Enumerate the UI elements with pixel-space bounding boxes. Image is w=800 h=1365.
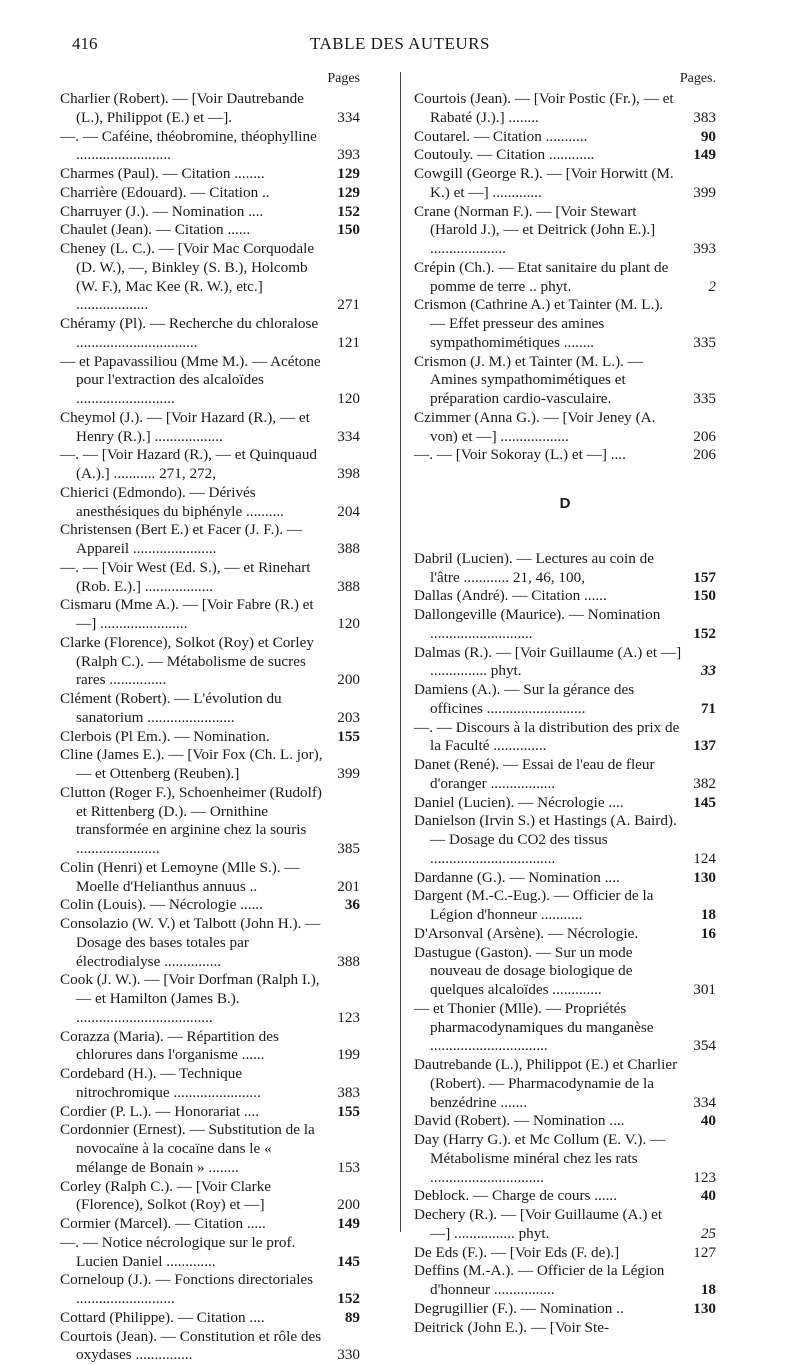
- entry-text: Crépin (Ch.). — Etat sanitaire du plant de pomme de terre .. phyt.: [414, 259, 668, 295]
- entry-text: Dabril (Lucien). — Lectures au coin de l'âtre ............ 21, 46, 100,: [414, 550, 654, 586]
- entry-text: Dallongeville (Maurice). — Nomination ...........................: [414, 606, 660, 642]
- entry-text: Dargent (M.-C.-Eug.). — Officier de la Légion d'honneur ...........: [414, 887, 653, 923]
- entry-page-number: 137: [693, 737, 716, 756]
- entry-page-number: 40: [701, 1112, 716, 1131]
- entry-page-number: 383: [693, 109, 716, 128]
- entry-page-number: 200: [337, 671, 360, 690]
- entry-text: Cottard (Philippe). — Citation ....: [60, 1309, 265, 1326]
- entry-page-number: 124: [693, 850, 716, 869]
- index-entry: [414, 128, 716, 147]
- entry-page-number: 271: [337, 296, 360, 315]
- page-header: [0, 34, 800, 58]
- entry-text: — et Papavassiliou (Mme M.). — Acétone pour l'extraction des alcaloïdes ..........................: [60, 353, 321, 408]
- entry-text: —. — [Voir Hazard (R.), — et Quinquaud (A.).] ........... 271, 272,: [60, 446, 317, 482]
- index-entry: [414, 1000, 716, 1056]
- entry-text: Charrière (Edouard). — Citation ..: [60, 184, 270, 201]
- left-column: [60, 70, 360, 1365]
- index-entry: [414, 1056, 716, 1112]
- entry-page-number: 204: [337, 503, 360, 522]
- page-title: TABLE DES AUTEURS: [0, 34, 800, 54]
- pages-column-header: Pages: [60, 70, 360, 90]
- entry-text: Clarke (Florence), Solkot (Roy) et Corley (Ralph C.). — Métabolisme de sucres rares ...............: [60, 634, 314, 689]
- entry-page-number: 123: [693, 1169, 716, 1188]
- entry-page-number: 152: [693, 625, 716, 644]
- entry-page-number: 382: [693, 775, 716, 794]
- entry-page-number: 398: [337, 465, 360, 484]
- entry-text: Dautrebande (L.), Philippot (E.) et Charlier (Robert). — Pharmacodynamie de la benzédrine .......: [414, 1056, 677, 1111]
- entry-text: Christensen (Bert E.) et Facer (J. F.). — Appareil ......................: [60, 521, 302, 557]
- entry-text: —. — [Voir West (Ed. S.), — et Rinehart (Rob. E.).] ..................: [60, 559, 310, 595]
- entry-text: —. — Discours à la distribution des prix de la Faculté ..............: [414, 719, 679, 755]
- index-entry: [60, 1121, 360, 1177]
- index-entry: [414, 1319, 716, 1338]
- entry-page-number: 393: [337, 146, 360, 165]
- index-entry: [60, 446, 360, 484]
- entry-text: —. — [Voir Sokoray (L.) et —] ....: [414, 446, 626, 463]
- index-entry: [60, 521, 360, 559]
- entry-text: Coutouly. — Citation ............: [414, 146, 594, 163]
- entry-page-number: 16: [701, 925, 716, 944]
- index-entry: [414, 944, 716, 1000]
- entry-text: Czimmer (Anna G.). — [Voir Jeney (A. von) et —] ..................: [414, 409, 655, 445]
- entry-text: Dallas (André). — Citation ......: [414, 587, 607, 604]
- entry-text: Cormier (Marcel). — Citation .....: [60, 1215, 266, 1232]
- index-entry: [60, 184, 360, 203]
- index-entry: [414, 296, 716, 352]
- entry-page-number: 399: [693, 184, 716, 203]
- entry-page-number: 335: [693, 390, 716, 409]
- entry-page-number: 399: [337, 765, 360, 784]
- index-entry: [414, 756, 716, 794]
- index-entry: [414, 146, 716, 165]
- entry-page-number: 120: [337, 390, 360, 409]
- index-entry: [414, 719, 716, 757]
- entry-page-number: 385: [337, 840, 360, 859]
- entry-text: Dechery (R.). — [Voir Guillaume (A.) et —] ................ phyt.: [414, 1206, 662, 1242]
- entry-text: Dalmas (R.). — [Voir Guillaume (A.) et —] ............... phyt.: [414, 644, 681, 680]
- entry-text: —. — Caféine, théobromine, théophylline .........................: [60, 128, 317, 164]
- entry-page-number: 150: [337, 221, 360, 240]
- entry-page-number: 383: [337, 1084, 360, 1103]
- entry-page-number: 18: [701, 1281, 716, 1300]
- index-entry: [60, 1178, 360, 1216]
- entry-text: Corley (Ralph C.). — [Voir Clarke (Florence), Solkot (Roy) et —]: [60, 1178, 271, 1214]
- index-entry: [414, 1262, 716, 1300]
- index-entry: [414, 550, 716, 588]
- entry-page-number: 152: [337, 1290, 360, 1309]
- index-entry: [414, 203, 716, 259]
- index-entry: [60, 559, 360, 597]
- index-entry: [60, 915, 360, 971]
- entry-page-number: 155: [337, 1103, 360, 1122]
- entry-text: Colin (Henri) et Lemoyne (Mlle S.). — Moelle d'Helianthus annuus ..: [60, 859, 300, 895]
- entry-text: Courtois (Jean). — Constitution et rôle des oxydases ...............: [60, 1328, 321, 1364]
- entry-text: Chaulet (Jean). — Citation ......: [60, 221, 250, 238]
- entry-page-number: 157: [693, 569, 716, 588]
- entry-text: Degrugillier (F.). — Nomination ..: [414, 1300, 624, 1317]
- index-entry: [60, 896, 360, 915]
- index-entry: [60, 128, 360, 166]
- index-entry: [414, 353, 716, 409]
- entry-page-number: 2: [708, 278, 716, 297]
- entry-page-number: 89: [345, 1309, 360, 1328]
- index-entry: [414, 259, 716, 297]
- entry-text: Courtois (Jean). — [Voir Postic (Fr.), — et Rabaté (J.).] ........: [414, 90, 674, 126]
- entry-text: Deblock. — Charge de cours ......: [414, 1187, 617, 1204]
- right-column: [414, 70, 716, 1337]
- index-entry: [60, 971, 360, 1027]
- entry-page-number: 206: [693, 446, 716, 465]
- index-entry: [60, 690, 360, 728]
- index-entry: [60, 1309, 360, 1328]
- entry-text: Colin (Louis). — Nécrologie ......: [60, 896, 263, 913]
- entry-page-number: 33: [701, 662, 716, 681]
- entry-text: Consolazio (W. V.) et Talbott (John H.). — Dosage des bases totales par électrodialyse ...............: [60, 915, 320, 970]
- entry-text: Charmes (Paul). — Citation ........: [60, 165, 265, 182]
- index-entry: [414, 446, 716, 465]
- index-entry: [60, 1271, 360, 1309]
- entry-text: D'Arsonval (Arsène). — Nécrologie.: [414, 925, 638, 942]
- index-entry: [414, 812, 716, 868]
- index-entry: [414, 1187, 716, 1206]
- entry-page-number: 301: [693, 981, 716, 1000]
- index-entry: [60, 353, 360, 409]
- entry-text: Chéramy (Pl). — Recherche du chloralose ................................: [60, 315, 318, 351]
- entry-page-number: 150: [693, 587, 716, 606]
- entry-page-number: 334: [337, 428, 360, 447]
- entry-page-number: 123: [337, 1009, 360, 1028]
- entry-page-number: 203: [337, 709, 360, 728]
- index-entry: [60, 1028, 360, 1066]
- index-entry: [414, 794, 716, 813]
- entry-text: Chierici (Edmondo). — Dérivés anesthésiques du biphényle ..........: [60, 484, 284, 520]
- entry-page-number: 149: [337, 1215, 360, 1234]
- right-entry-list-c: [414, 90, 716, 465]
- entry-page-number: 354: [693, 1037, 716, 1056]
- entry-page-number: 199: [337, 1046, 360, 1065]
- entry-page-number: 71: [701, 700, 716, 719]
- index-entry: [60, 746, 360, 784]
- entry-page-number: 388: [337, 953, 360, 972]
- entry-text: Clément (Robert). — L'évolution du sanatorium .......................: [60, 690, 282, 726]
- entry-text: Cowgill (George R.). — [Voir Horwitt (M. K.) et —] .............: [414, 165, 674, 201]
- index-entry: [414, 644, 716, 682]
- index-entry: [60, 1065, 360, 1103]
- entry-text: Cheney (L. C.). — [Voir Mac Corquodale (D. W.), —, Binkley (S. B.), Holcomb (W. F.), Mac Kee (R. W.), etc.] ...................: [60, 240, 314, 313]
- entry-page-number: 130: [693, 1300, 716, 1319]
- entry-text: Dardanne (G.). — Nomination ....: [414, 869, 620, 886]
- entry-page-number: 155: [337, 728, 360, 747]
- index-entry: [414, 869, 716, 888]
- index-entry: [60, 1103, 360, 1122]
- entry-page-number: 388: [337, 540, 360, 559]
- index-entry: [414, 165, 716, 203]
- entry-page-number: 36: [345, 896, 360, 915]
- entry-text: Crismon (J. M.) et Tainter (M. L.). — Amines sympathomimétiques et préparation cardio-vasculaire.: [414, 353, 643, 408]
- entry-page-number: 121: [337, 334, 360, 353]
- index-entry: [60, 784, 360, 859]
- entry-page-number: 393: [693, 240, 716, 259]
- entry-page-number: 145: [693, 794, 716, 813]
- left-entry-list: [60, 90, 360, 1365]
- entry-page-number: 129: [337, 184, 360, 203]
- column-divider: [400, 72, 401, 1232]
- index-entry: [60, 1234, 360, 1272]
- entry-page-number: 206: [693, 428, 716, 447]
- entry-page-number: 201: [337, 878, 360, 897]
- section-letter: D: [414, 495, 716, 514]
- index-entry: [414, 1244, 716, 1263]
- index-entry: [414, 409, 716, 447]
- index-entry: [60, 728, 360, 747]
- entry-page-number: 127: [693, 1244, 716, 1263]
- entry-page-number: 145: [337, 1253, 360, 1272]
- entry-page-number: 130: [693, 869, 716, 888]
- index-entry: [60, 1215, 360, 1234]
- entry-text: Cordebard (H.). — Technique nitrochromique .......................: [60, 1065, 261, 1101]
- entry-text: Day (Harry G.). et Mc Collum (E. V.). — Métabolisme minéral chez les rats ..............................: [414, 1131, 665, 1186]
- entry-text: David (Robert). — Nomination ....: [414, 1112, 624, 1129]
- index-entry: [414, 90, 716, 128]
- entry-text: Cook (J. W.). — [Voir Dorfman (Ralph I.), — et Hamilton (James B.). ....................................: [60, 971, 320, 1026]
- index-entry: [414, 1131, 716, 1187]
- entry-page-number: 153: [337, 1159, 360, 1178]
- entry-text: Deitrick (John E.). — [Voir Ste-: [414, 1319, 609, 1336]
- entry-text: Danielson (Irvin S.) et Hastings (A. Baird). — Dosage du CO2 des tissus .................................: [414, 812, 677, 867]
- index-entry: [60, 240, 360, 315]
- index-entry: [414, 587, 716, 606]
- entry-page-number: 25: [701, 1225, 716, 1244]
- index-entry: [414, 925, 716, 944]
- entry-text: Deffins (M.-A.). — Officier de la Légion d'honneur ................: [414, 1262, 664, 1298]
- entry-text: Charlier (Robert). — [Voir Dautrebande (L.), Philippot (E.) et —].: [60, 90, 304, 126]
- entry-text: Corazza (Maria). — Répartition des chlorures dans l'organisme ......: [60, 1028, 279, 1064]
- entry-page-number: 335: [693, 334, 716, 353]
- index-entry: [414, 606, 716, 644]
- index-entry: [60, 203, 360, 222]
- index-entry: [60, 165, 360, 184]
- entry-page-number: 90: [701, 128, 716, 147]
- entry-text: Clerbois (Pl Em.). — Nomination.: [60, 728, 270, 745]
- index-entry: [60, 409, 360, 447]
- entry-page-number: 330: [337, 1346, 360, 1365]
- entry-page-number: 334: [337, 109, 360, 128]
- entry-page-number: 334: [693, 1094, 716, 1113]
- entry-text: Crane (Norman F.). — [Voir Stewart (Harold J.), — et Deitrick (John E.).] ....................: [414, 203, 655, 258]
- right-entry-list-d: [414, 550, 716, 1338]
- index-entry: [60, 315, 360, 353]
- entry-page-number: 40: [701, 1187, 716, 1206]
- index-entry: [414, 1206, 716, 1244]
- index-entry: [60, 596, 360, 634]
- entry-text: Charruyer (J.). — Nomination ....: [60, 203, 263, 220]
- entry-text: Crismon (Cathrine A.) et Tainter (M. L.). — Effet presseur des amines sympathomimétiques ........: [414, 296, 663, 351]
- entry-text: Cline (James E.). — [Voir Fox (Ch. L. jor), — et Ottenberg (Reuben).]: [60, 746, 323, 782]
- index-entry: [414, 1112, 716, 1131]
- entry-page-number: 388: [337, 578, 360, 597]
- entry-page-number: 200: [337, 1196, 360, 1215]
- index-entry: [60, 484, 360, 522]
- entry-text: Cismaru (Mme A.). — [Voir Fabre (R.) et —] .......................: [60, 596, 314, 632]
- entry-text: —. — Notice nécrologique sur le prof. Lucien Daniel .............: [60, 1234, 295, 1270]
- entry-text: Danet (René). — Essai de l'eau de fleur d'oranger .................: [414, 756, 655, 792]
- entry-page-number: 152: [337, 203, 360, 222]
- pages-column-header: Pages.: [414, 70, 716, 90]
- entry-text: Damiens (A.). — Sur la gérance des officines ..........................: [414, 681, 634, 717]
- entry-text: Dastugue (Gaston). — Sur un mode nouveau de dosage biologique de quelques alcaloïdes .............: [414, 944, 633, 999]
- entry-page-number: 18: [701, 906, 716, 925]
- index-entry: [60, 221, 360, 240]
- entry-text: Clutton (Roger F.), Schoenheimer (Rudolf) et Rittenberg (D.). — Ornithine transformée en arginine chez la souris ......................: [60, 784, 322, 857]
- entry-text: Coutarel. — Citation ...........: [414, 128, 587, 145]
- entry-page-number: 129: [337, 165, 360, 184]
- entry-text: Daniel (Lucien). — Nécrologie ....: [414, 794, 624, 811]
- entry-page-number: 149: [693, 146, 716, 165]
- index-entry: [414, 887, 716, 925]
- index-entry: [60, 634, 360, 690]
- index-entry: [60, 1328, 360, 1365]
- index-entry: [414, 1300, 716, 1319]
- entry-text: Cordonnier (Ernest). — Substitution de la novocaïne à la cocaïne dans le « mélange de Bonain » ........: [60, 1121, 315, 1176]
- index-entry: [60, 859, 360, 897]
- page-number: 416: [72, 34, 98, 54]
- index-entry: [60, 90, 360, 128]
- entry-text: De Eds (F.). — [Voir Eds (F. de).]: [414, 1244, 619, 1261]
- entry-text: — et Thonier (Mlle). — Propriétés pharmacodynamiques du manganèse ...............................: [414, 1000, 654, 1055]
- entry-text: Corneloup (J.). — Fonctions directoriales ..........................: [60, 1271, 313, 1307]
- entry-text: Cordier (P. L.). — Honorariat ....: [60, 1103, 259, 1120]
- entry-page-number: 120: [337, 615, 360, 634]
- entry-text: Cheymol (J.). — [Voir Hazard (R.), — et Henry (R.).] ..................: [60, 409, 310, 445]
- index-entry: [414, 681, 716, 719]
